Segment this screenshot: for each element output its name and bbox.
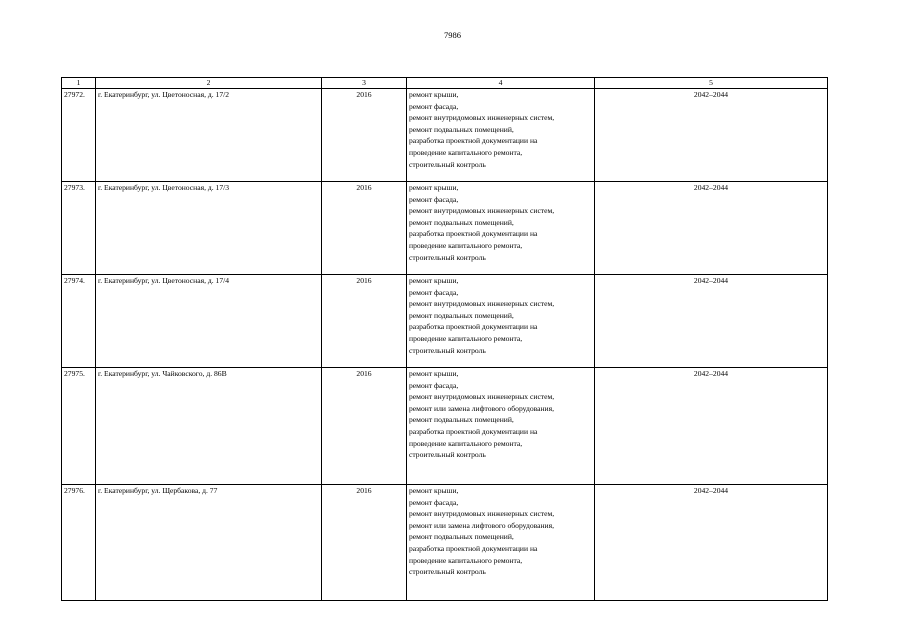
- works-list: [407, 368, 595, 485]
- work-item: разработка проектной документации на: [409, 136, 538, 146]
- work-item: ремонт внутридомовых инженерных систем,: [409, 206, 555, 216]
- row-number: 27974.: [62, 275, 96, 368]
- page-number: 7986: [444, 30, 461, 40]
- work-item: ремонт фасада,: [409, 101, 459, 111]
- row-number: 27976.: [62, 485, 96, 601]
- repair-period: 2042–2044: [595, 89, 828, 182]
- row-number: 27973.: [62, 182, 96, 275]
- work-item: разработка проектной документации на: [409, 229, 538, 239]
- address: г. Екатеринбург, ул. Чайковского, д. 86В: [96, 368, 322, 485]
- works-list: [407, 275, 595, 368]
- work-item: разработка проектной документации на: [409, 426, 538, 436]
- work-item: разработка проектной документации на: [409, 543, 538, 553]
- repair-period: 2042–2044: [595, 182, 828, 275]
- work-item: ремонт подвальных помещений,: [409, 124, 514, 134]
- work-item: ремонт фасада,: [409, 287, 459, 297]
- works-list: [407, 182, 595, 275]
- year: 2016: [322, 182, 407, 275]
- address: г. Екатеринбург, ул. Цветоносная, д. 17/3: [96, 182, 322, 275]
- work-item: строительный контроль: [409, 159, 486, 169]
- work-item: ремонт внутридомовых инженерных систем,: [409, 113, 555, 123]
- address: г. Екатеринбург, ул. Цветоносная, д. 17/4: [96, 275, 322, 368]
- work-item: ремонт или замена лифтового оборудования,: [409, 520, 554, 530]
- address: г. Екатеринбург, ул. Цветоносная, д. 17/2: [96, 89, 322, 182]
- column-number: 4: [407, 78, 595, 89]
- work-item: ремонт внутридомовых инженерных систем,: [409, 299, 555, 309]
- registry-table: [61, 77, 828, 601]
- works-list: [407, 485, 595, 601]
- table-row: [62, 485, 828, 601]
- year: 2016: [322, 485, 407, 601]
- row-number: 27975.: [62, 368, 96, 485]
- work-item: ремонт или замена лифтового оборудования,: [409, 403, 554, 413]
- work-item: проведение капитального ремонта,: [409, 555, 523, 565]
- work-item: ремонт подвальных помещений,: [409, 532, 514, 542]
- column-number-row: [62, 78, 828, 89]
- work-item: разработка проектной документации на: [409, 322, 538, 332]
- work-item: строительный контроль: [409, 450, 486, 460]
- table-row: [62, 182, 828, 275]
- work-item: ремонт крыши,: [409, 369, 459, 378]
- column-number: 5: [595, 78, 828, 89]
- work-item: ремонт крыши,: [409, 276, 459, 285]
- work-item: ремонт крыши,: [409, 90, 459, 99]
- work-item: проведение капитального ремонта,: [409, 438, 523, 448]
- column-number: 1: [62, 78, 96, 89]
- works-list: [407, 89, 595, 182]
- work-item: проведение капитального ремонта,: [409, 240, 523, 250]
- work-item: ремонт фасада,: [409, 497, 459, 507]
- year: 2016: [322, 368, 407, 485]
- work-item: ремонт внутридомовых инженерных систем,: [409, 509, 555, 519]
- work-item: проведение капитального ремонта,: [409, 333, 523, 343]
- column-number: 2: [96, 78, 322, 89]
- work-item: ремонт подвальных помещений,: [409, 217, 514, 227]
- work-item: ремонт подвальных помещений,: [409, 415, 514, 425]
- work-item: ремонт крыши,: [409, 486, 459, 495]
- work-item: ремонт подвальных помещений,: [409, 310, 514, 320]
- year: 2016: [322, 275, 407, 368]
- row-number: 27972.: [62, 89, 96, 182]
- table-row: [62, 89, 828, 182]
- work-item: ремонт фасада,: [409, 380, 459, 390]
- work-item: ремонт фасада,: [409, 194, 459, 204]
- work-item: проведение капитального ремонта,: [409, 147, 523, 157]
- repair-period: 2042–2044: [595, 485, 828, 601]
- table-row: [62, 275, 828, 368]
- work-item: строительный контроль: [409, 567, 486, 577]
- work-item: ремонт крыши,: [409, 183, 459, 192]
- repair-period: 2042–2044: [595, 368, 828, 485]
- year: 2016: [322, 89, 407, 182]
- work-item: ремонт внутридомовых инженерных систем,: [409, 392, 555, 402]
- work-item: строительный контроль: [409, 252, 486, 262]
- address: г. Екатеринбург, ул. Щербакова, д. 77: [96, 485, 322, 601]
- table-row: [62, 368, 828, 485]
- repair-period: 2042–2044: [595, 275, 828, 368]
- column-number: 3: [322, 78, 407, 89]
- work-item: строительный контроль: [409, 345, 486, 355]
